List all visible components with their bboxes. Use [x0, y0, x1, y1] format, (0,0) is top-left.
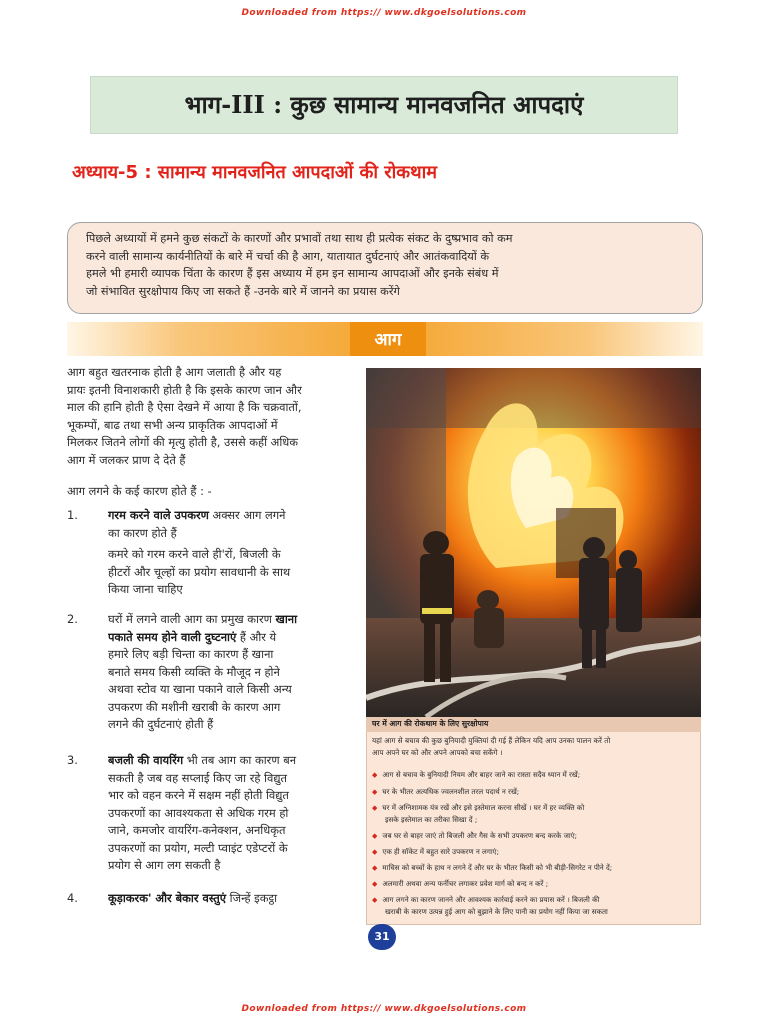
tip-text: एक ही सॉकेट में बहुत सारे उपकरण न लगाएं; [382, 847, 499, 856]
item-bold-text: गरम करने वाले उपकरण [108, 508, 209, 522]
tips-intro-line: यहां आग से बचाव की कुछ बुनियादी युक्तियां दी गई हैं लेकिन यदि आप उनका पालन करें तो [372, 736, 611, 745]
tip-item [372, 862, 697, 874]
tip-text: जब घर से बाहर जाएं तो बिजली और गैस के सभी उपकरण बन्द करके जाएं; [382, 831, 578, 840]
item-text: भी तब आग का कारण बन [183, 753, 297, 767]
section-heading: आग [374, 330, 402, 350]
item-line: हमारे लिए बड़ी चिन्ता का कारण हैं खाना [108, 647, 274, 661]
body-line: आग में जलकर प्राण दे देते हैं [67, 452, 186, 467]
intro-line: पिछले अध्यायों में हमने कुछ संकटों के कारणों और प्रभावों तथा साथ ही प्रत्येक संकट के दुष्प्रभाव को कम [86, 232, 513, 245]
tip-text-continued: खराबी के कारण उत्पन्न हुई आग को बुझाने के लिए पानी का प्रयोग नहीं किया जा सकता [385, 907, 608, 916]
diamond-bullet-icon: ◆ [372, 848, 378, 856]
item-bold-text: बजली की वायरिंग [108, 753, 184, 767]
diamond-bullet-icon: ◆ [372, 771, 378, 779]
tip-item [372, 786, 697, 798]
item-line: उपकरण की मशीनी खराबी के कारण आग [108, 699, 281, 714]
item-line: जाने, कमजोर वायरिंग-कनेक्शन, अनधिकृत [108, 823, 286, 837]
cause-item-2 [108, 611, 348, 629]
header-download-link[interactable]: Downloaded from https:// www.dkgoelsolutions.com [241, 8, 527, 18]
part-title: भाग-III : कुछ सामान्य मानवजनित आपदाएं [184, 90, 584, 119]
item-line: भार को वहन करने में सक्षम नहीं होती विद्युत [108, 788, 289, 802]
item-text: अक्सर आग लगने [208, 508, 286, 522]
body-line: प्रायः इतनी विनाशकारी होती है कि इसके कारण जान और [67, 382, 302, 397]
item-line: उपकरणों का आवश्यकता से अधिक गरम हो [108, 805, 289, 820]
tip-text: आग लगने का कारण जानने और आवश्यक कार्रवाई करने का प्रयास करें । बिजली की [382, 895, 600, 904]
item-line: बनाते समय किसी व्यक्ति के मौजूद न होने [108, 664, 280, 679]
item-line: का कारण होते हैं [108, 525, 177, 540]
tip-item [372, 878, 697, 890]
body-line: भूकम्पों, बाढ तथा सभी अन्य प्राकृतिक आपदाओं में [67, 417, 278, 432]
item-text: हैं और ये [236, 629, 277, 644]
chapter-title: अध्याय-5 : सामान्य मानवजनित आपदाओं की रोकथाम [72, 162, 438, 183]
item-line: हीटरों और चूल्हों का प्रयोग सावधानी के साथ [108, 564, 291, 579]
firefighters-photo [366, 368, 701, 717]
tip-text: आग से बचाव के बुनियादी नियम और बाहर जाने का रास्ता सदैव ध्यान में रखें; [382, 770, 581, 779]
intro-line: जो संभावित सुरक्षोपाय किए जा सकते हैं -उनके बारे में जानने का प्रयास करेंगे [86, 284, 400, 298]
tip-text: अलमारी अथवा अन्य फर्नीचर लगाकर प्रवेश मार्ग को बन्द न करें ; [382, 879, 549, 888]
body-line: आग बहुत खतरनाक होती है आग जलाती है और यह [67, 365, 282, 379]
tip-text: घर के भीतर अत्यधिक ज्वलनशील तरल पदार्थ न रखें; [382, 787, 520, 796]
item-line: कमरे को गरम करने वाले ही'रों, बिजली के [108, 547, 281, 561]
page-number-badge: 31 [368, 924, 396, 950]
cause-item-3 [108, 752, 348, 770]
tip-item [372, 846, 697, 858]
item-number: 1. [67, 508, 78, 522]
item-line: सकती है जब वह सप्लाई किए जा रहे विद्युत [108, 770, 287, 785]
item-line: प्रयोग से आग लग सकती है [108, 858, 221, 872]
item-line: लगने की दुर्घटनाएं होती हैं [108, 717, 214, 731]
diamond-bullet-icon: ◆ [372, 804, 378, 812]
intro-line: करने वाली सामान्य कार्यनीतियों के बारे में चर्चा की है आग, यातायात दुर्घटनाएं और आतंकवादियों के [86, 249, 490, 263]
tip-text: माचिस को बच्चों के हाथ न लगने दें और घर के भीतर किसी को भी बीड़ी-सिगरेट न पीने दें; [382, 863, 613, 872]
item-line [108, 629, 348, 647]
footer-download-link[interactable]: Downloaded from https:// www.dkgoelsolutions.com [241, 1004, 527, 1014]
tips-intro-line: आप अपने घर को और अपने आपको बचा सकेंगे । [372, 748, 503, 757]
body-line: माल की हानि होती है ऐसा देखने में आया है कि चक्रवातों, [67, 400, 302, 414]
item-text: घरों में लगने वाली आग का प्रमुख कारण [108, 612, 276, 626]
tip-item [372, 894, 697, 918]
cause-item-4 [108, 890, 348, 908]
item-bold-text: पकाते समय होने वाली दुघ्टनाएं [108, 629, 237, 644]
item-number: 3. [67, 753, 78, 767]
diamond-bullet-icon: ◆ [372, 864, 378, 872]
diamond-bullet-icon: ◆ [372, 880, 378, 888]
tip-item [372, 830, 697, 842]
item-text: जिन्हें इकट्ठा [226, 891, 278, 905]
body-line: मिलकर जितने लोगों की मृत्यु होती है, उससे कहीं अधिक [67, 435, 299, 449]
tip-text-continued: इसके इस्तेमाल का तरीका सिखा दें ; [385, 815, 478, 824]
intro-text [86, 230, 684, 300]
item-line: किया जाना चाहिए [108, 582, 183, 596]
item-number: 4. [67, 891, 78, 905]
item-bold-text: कूड़ाकरक' और बेकार वस्तुएं [108, 891, 227, 905]
tip-item [372, 802, 697, 826]
causes-intro: आग लगने के कई कारण होते हैं : - [67, 484, 212, 498]
tip-text: घर में अग्निशामक यंत्र रखें और इसे इस्तेमाल करना सीखें । घर में हर व्यक्ति को [382, 803, 585, 812]
cause-item-1 [108, 507, 348, 525]
diamond-bullet-icon: ◆ [372, 832, 378, 840]
diamond-bullet-icon: ◆ [372, 896, 378, 904]
item-bold-text: खाना [275, 612, 298, 626]
diamond-bullet-icon: ◆ [372, 788, 378, 796]
tips-title: घर में आग की रोकथाम के लिए सुरक्षोपाय [372, 719, 489, 728]
item-line: अथवा स्टोव या खाना पकाने वाले किसी अन्य [108, 682, 292, 696]
intro-line: हमले भी हमारी व्यापक चिंता के कारण हैं इस अध्याय में हम इन सामान्य आपदाओं और इनके संबंध में [86, 267, 499, 281]
item-number: 2. [67, 612, 78, 626]
tip-item [372, 769, 697, 781]
item-line: उपकरणों का प्रयोग, मल्टी प्वाइंट एडेप्टरों के [108, 840, 288, 855]
tips-intro [372, 735, 697, 759]
